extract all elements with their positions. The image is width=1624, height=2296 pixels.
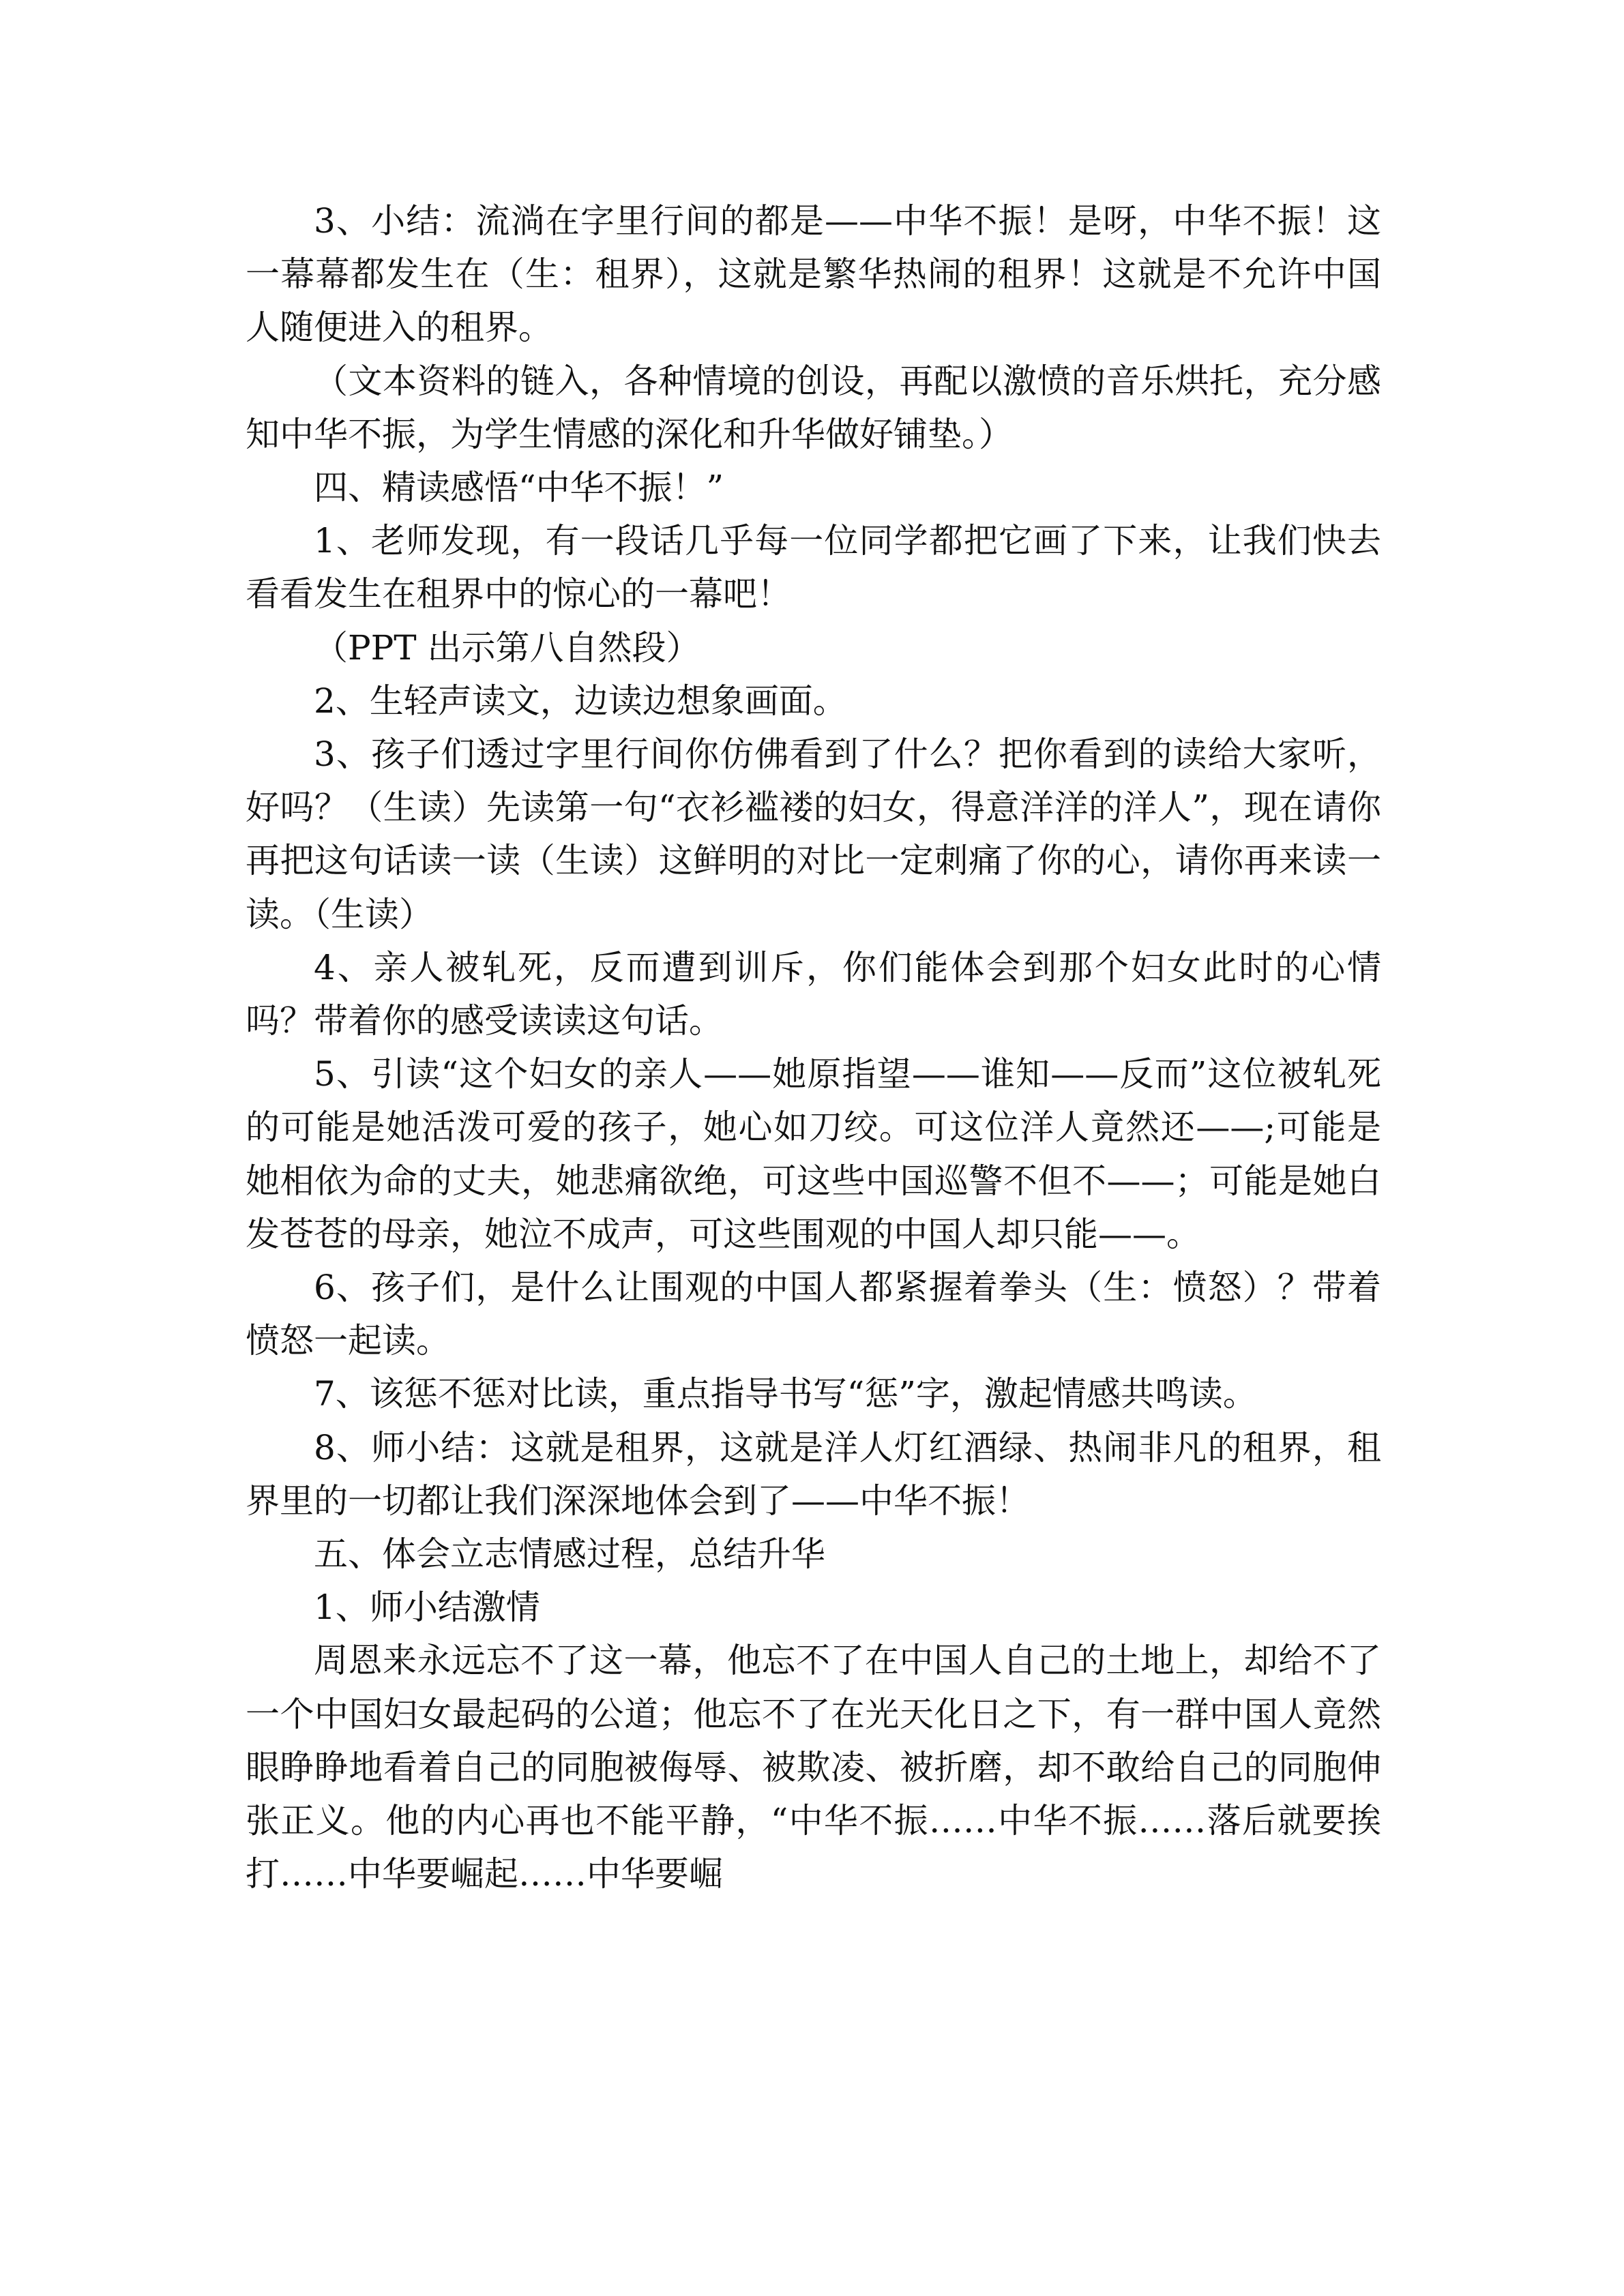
paragraph-subheading-1: 1、师小结激情: [314, 1587, 540, 1628]
paragraph-conclusion: 周恩来永远忘不了这一幕，他忘不了在中国人自己的土地上，却给不了一个中国妇女最起码的公道；他忘不了在光天化日之下，有一群中国人竟然眼睁睁地看着自己的同胞被侮辱、被欺凌、被折磨，却不敢给自己的同胞伸张正义。他的内心再也不能平静，“中华不振……中华不振……落后就要挨打……中华要崛起……中华要崛: [246, 1641, 1381, 1894]
paragraph-summary: 3、小结：流淌在字里行间的都是——中华不振！是呀，中华不振！这一幕幕都发生在（生：租界），这就是繁华热闹的租界！这就是不允许中国人随便进入的租界。: [246, 201, 1381, 348]
section-heading-five: 五、体会立志情感过程，总结升华: [314, 1534, 825, 1575]
paragraph-step-1: 1、老师发现，有一段话几乎每一位同学都把它画了下来，让我们快去看看发生在租界中的惊心的一幕吧！: [246, 521, 1381, 614]
paragraph-step-3: 3、孩子们透过字里行间你仿佛看到了什么？把你看到的读给大家听，好吗？（生读）先读第一句“衣衫褴褛的妇女，得意洋洋的洋人”，现在请你再把这句话读一读（生读）这鲜明的对比一定刺痛了你的心，请你再来读一读。（生读）: [246, 734, 1381, 934]
paragraph-step-6: 6、孩子们，是什么让围观的中国人都紧握着拳头（生：愤怒）？带着愤怒一起读。: [246, 1268, 1381, 1361]
section-heading-four: 四、精读感悟“中华不振！”: [314, 468, 724, 508]
paragraph-ppt-note: （PPT 出示第八自然段）: [314, 627, 700, 668]
paragraph-step-7: 7、该惩不惩对比读，重点指导书写“惩”字，激起情感共鸣读。: [314, 1374, 1257, 1414]
paragraph-step-8: 8、师小结：这就是租界，这就是洋人灯红酒绿、热闹非凡的租界，租界里的一切都让我们深深地体会到了——中华不振！: [246, 1427, 1381, 1521]
document-body: [246, 194, 1381, 1901]
paragraph-step-5: 5、引读“这个妇女的亲人——她原指望——谁知——反而”这位被轧死的可能是她活泼可爱的孩子，她心如刀绞。可这位洋人竟然还——;可能是她相依为命的丈夫，她悲痛欲绝，可这些中国巡警不但不——；可能是她白发苍苍的母亲，她泣不成声，可这些围观的中国人却只能——。: [246, 1054, 1381, 1254]
paragraph-step-2: 2、生轻声读文，边读边想象画面。: [314, 681, 847, 721]
paragraph-step-4: 4、亲人被轧死，反而遭到训斥，你们能体会到那个妇女此时的心情吗？带着你的感受读读这句话。: [246, 947, 1381, 1041]
paragraph-teaching-note: （文本资料的链入，各种情境的创设，再配以激愤的音乐烘托，充分感知中华不振，为学生情感的深化和升华做好铺垫。）: [246, 361, 1381, 454]
